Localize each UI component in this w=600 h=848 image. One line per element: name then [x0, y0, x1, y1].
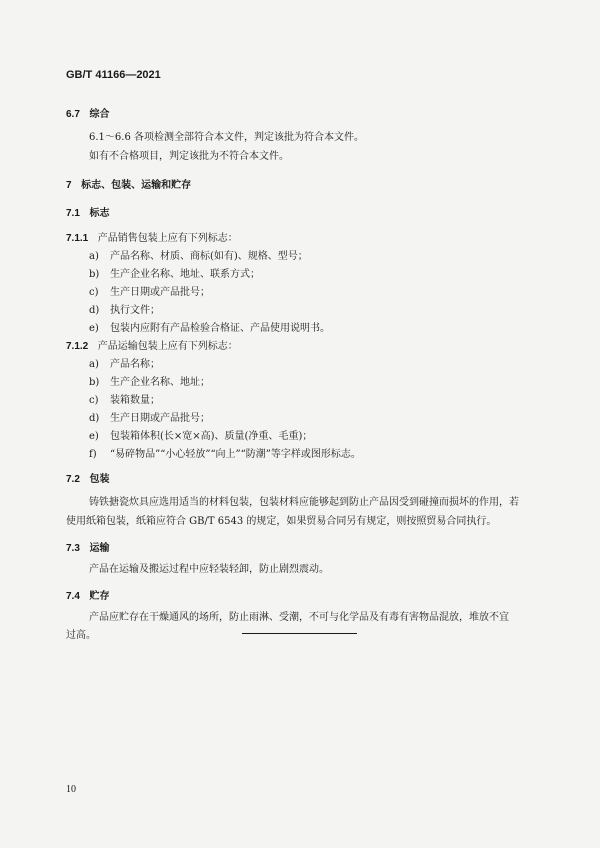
list-item [89, 449, 361, 461]
clause-number: 7.1.2 [66, 341, 89, 352]
chapter-heading-7 [66, 180, 191, 192]
list-item [89, 431, 312, 443]
list-letter: b) [89, 377, 100, 388]
section-number: 7.4 [66, 591, 80, 602]
list-item [89, 305, 160, 317]
list-letter: f) [89, 449, 97, 460]
clause-number: 7.1.1 [66, 233, 89, 244]
list-item [89, 377, 210, 389]
section-heading-7-2 [66, 474, 109, 486]
list-letter: d) [89, 413, 100, 424]
list-letter: c) [89, 287, 99, 298]
list-letter: e) [89, 323, 99, 334]
list-item [89, 287, 210, 299]
paragraph: 产品应贮存在干燥通风的场所，防止雨淋、受潮，不可与化学品及有毒有害物品混放，堆放不宜 [89, 612, 509, 623]
section-title: 运输 [89, 543, 110, 554]
section-heading-7-3 [66, 543, 109, 555]
list-letter: e) [89, 431, 99, 442]
clause-intro: 产品销售包装上应有下列标志： [97, 233, 238, 244]
list-text: 产品名称； [110, 359, 160, 370]
list-text: “易碎物品”“小心轻放”“向上”“防潮”等字样或图形标志。 [110, 449, 361, 460]
paragraph: 铸铁搪瓷炊具应选用适当的材料包装，包装材料应能够起到防止产品因受到碰撞而损坏的作用，若 [89, 497, 519, 508]
clause-intro: 产品运输包装上应有下列标志： [97, 341, 238, 352]
section-heading-6-7 [66, 109, 109, 121]
list-letter: d) [89, 305, 100, 316]
list-text: 包装内应附有产品检验合格证、产品使用说明书。 [110, 323, 330, 334]
list-text: 生产日期或产品批号； [110, 413, 210, 424]
list-item [89, 413, 210, 425]
section-number: 7.3 [66, 543, 80, 554]
section-heading-7-4 [66, 591, 109, 603]
section-number: 6.7 [66, 109, 80, 120]
list-text: 装箱数量； [110, 395, 160, 406]
list-item [89, 323, 330, 335]
section-number: 7.2 [66, 474, 80, 485]
list-text: 生产企业名称、地址； [110, 377, 210, 388]
section-title: 标志 [89, 208, 110, 219]
list-letter: b) [89, 269, 100, 280]
section-number: 7.1 [66, 208, 80, 219]
list-item [89, 269, 260, 281]
section-title: 综合 [89, 109, 110, 120]
end-rule [242, 633, 357, 634]
clause-7-1-2 [66, 341, 238, 353]
page-number: 10 [66, 784, 76, 795]
standard-code: GB/T 41166—2021 [66, 69, 161, 81]
paragraph: 产品在运输及搬运过程中应轻装轻卸，防止剧烈震动。 [89, 564, 329, 575]
list-text: 生产日期或产品批号； [110, 287, 210, 298]
list-text: 执行文件； [110, 305, 160, 316]
paragraph: 如有不合格项目，判定该批为不符合本文件。 [89, 151, 289, 162]
list-item [89, 395, 160, 407]
paragraph: 过高。 [66, 630, 96, 641]
chapter-title: 标志、包装、运输和贮存 [81, 180, 192, 191]
list-text: 产品名称、材质、商标(如有)、规格、型号； [110, 251, 308, 262]
clause-7-1-1 [66, 233, 238, 245]
list-text: 生产企业名称、地址、联系方式； [110, 269, 260, 280]
list-letter: a) [89, 251, 99, 262]
section-title: 贮存 [89, 591, 110, 602]
list-item [89, 251, 308, 263]
list-item [89, 359, 160, 371]
paragraph: 6.1～6.6 各项检测全部符合本文件，判定该批为符合本文件。 [89, 132, 364, 143]
list-letter: a) [89, 359, 99, 370]
section-title: 包装 [89, 474, 110, 485]
chapter-number: 7 [66, 180, 72, 191]
section-heading-7-1 [66, 208, 109, 220]
paragraph: 使用纸箱包装，纸箱应符合 GB/T 6543 的规定，如果贸易合同另有规定，则按照贸易合同执行。 [66, 516, 497, 527]
list-letter: c) [89, 395, 99, 406]
list-text: 包装箱体积(长×宽×高)、质量(净重、毛重)； [110, 431, 313, 442]
